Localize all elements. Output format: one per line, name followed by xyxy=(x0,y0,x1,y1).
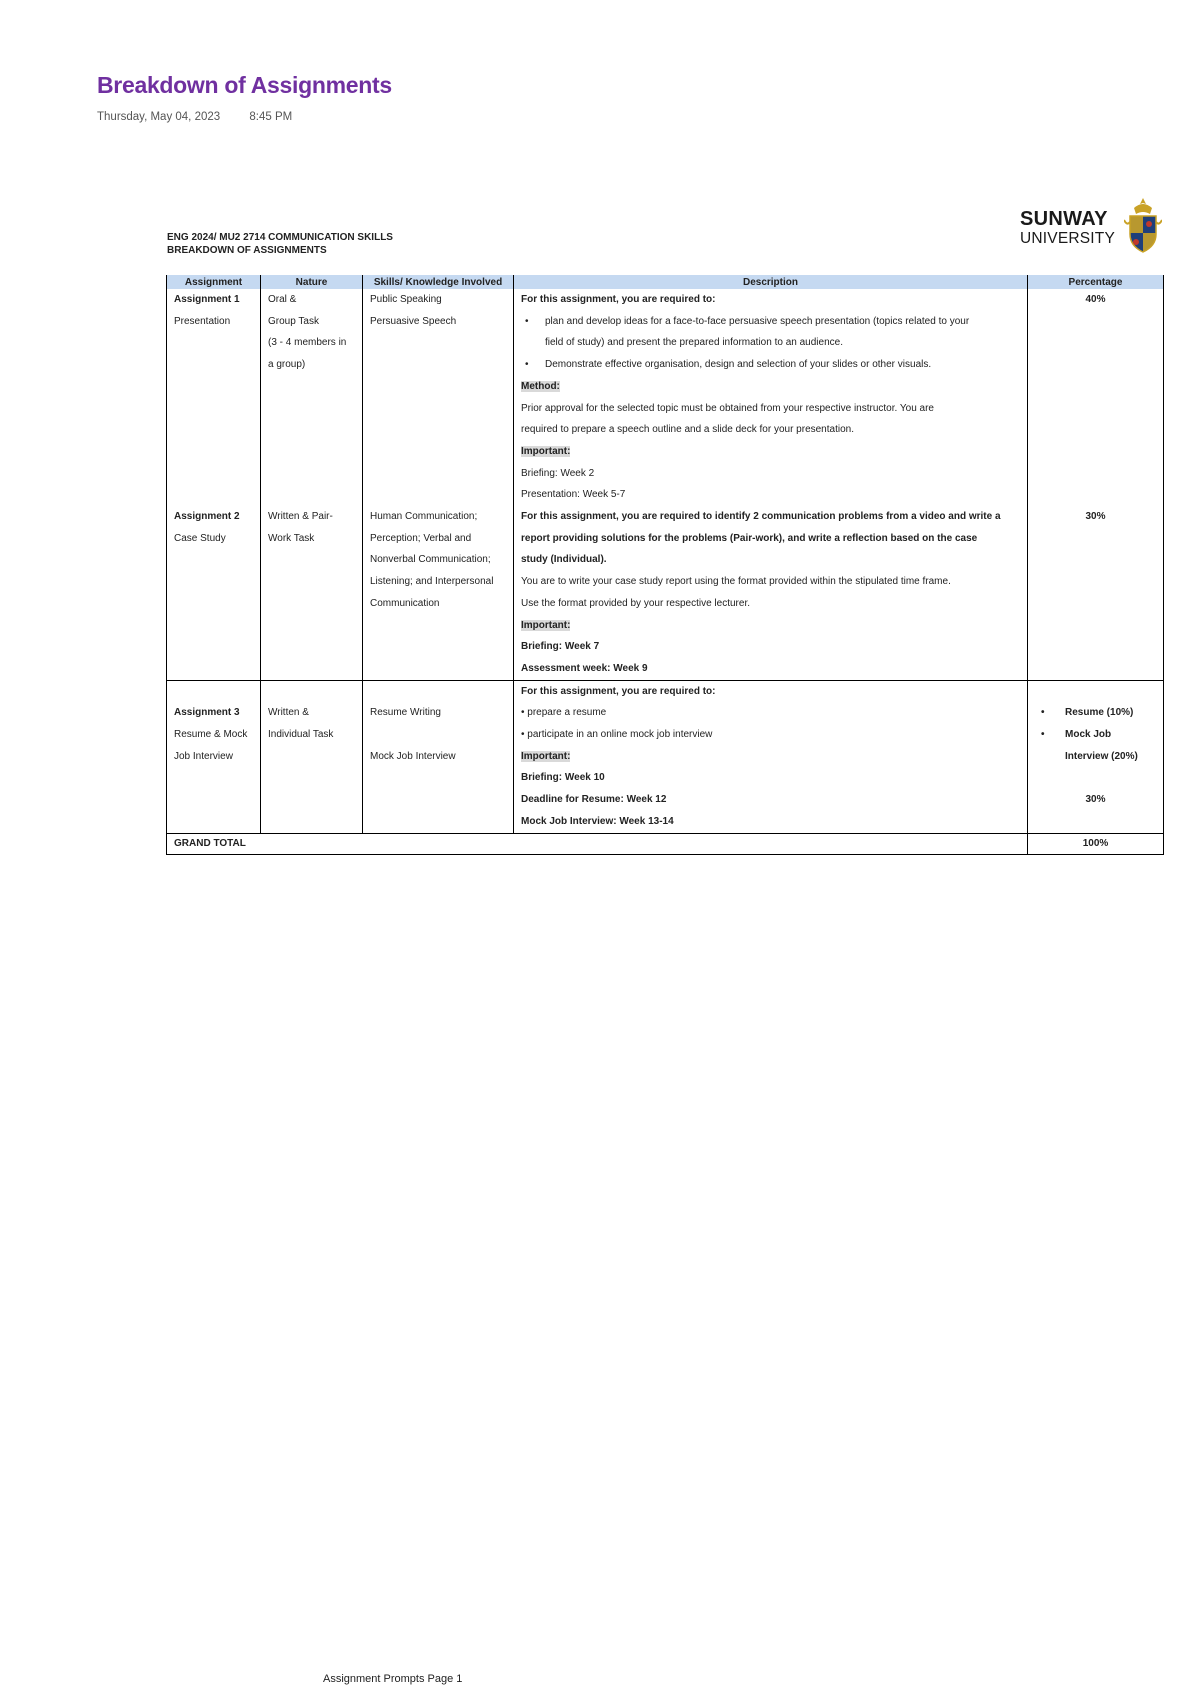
skill-line: Communication xyxy=(370,597,440,609)
sunway-logo xyxy=(1020,196,1165,254)
header-nature: Nature xyxy=(261,275,363,289)
skill-line: Mock Job Interview xyxy=(370,750,456,762)
assignment-name: Assignment 2 xyxy=(174,511,240,523)
presentation-date: Presentation: Week 5-7 xyxy=(521,489,626,501)
assignment-name: Assignment 3 xyxy=(174,707,240,719)
nature-line: Group Task xyxy=(268,315,319,327)
description-text: You are to write your case study report using the format provided within the stipulated time frame. xyxy=(521,576,951,588)
assignment-type: Presentation xyxy=(174,315,231,327)
cell-assignment xyxy=(167,680,261,833)
skill-line: Listening; and Interpersonal xyxy=(370,576,494,588)
grand-total-percentage: 100% xyxy=(1028,833,1164,854)
bullet-text: Resume (10%) xyxy=(1065,707,1134,719)
nature-line: Written & Pair- xyxy=(268,511,333,523)
cell-description xyxy=(514,680,1028,833)
deadline-date: Deadline for Resume: Week 12 xyxy=(521,794,667,806)
nature-line: Oral & xyxy=(268,294,297,305)
logo-word-sunway: SUNWAY xyxy=(1020,208,1108,230)
page-time: 8:45 PM xyxy=(249,111,293,123)
cell-nature xyxy=(261,680,363,833)
percentage-total: 30% xyxy=(1085,794,1106,806)
cell-skills xyxy=(363,506,514,680)
mock-interview-date: Mock Job Interview: Week 13-14 xyxy=(521,815,674,827)
header-assignment: Assignment xyxy=(167,275,261,289)
percentage-bullet: • Mock Job xyxy=(1041,729,1112,741)
nature-line: Written & xyxy=(268,707,309,719)
percentage-bullet: • Resume (10%) xyxy=(1041,707,1134,719)
cell-description xyxy=(514,506,1028,680)
table-row-assignment-1 xyxy=(167,289,1164,506)
document-subtitle: BREAKDOWN OF ASSIGNMENTS xyxy=(167,245,327,256)
important-label: Important: xyxy=(521,445,571,457)
assignment-type: Resume & Mock xyxy=(174,729,248,741)
description-text: report providing solutions for the problems (Pair-work), and write a reflection based on the case xyxy=(521,532,978,544)
bullet-text: Mock Job xyxy=(1065,729,1112,741)
assessment-date: Assessment week: Week 9 xyxy=(521,662,648,674)
cell-assignment xyxy=(167,506,261,680)
cell-percentage: 30% xyxy=(1028,506,1164,680)
page-timestamp xyxy=(97,111,292,123)
briefing-date: Briefing: Week 10 xyxy=(521,772,605,784)
cell-nature xyxy=(261,506,363,680)
bullet-text: plan and develop ideas for a face-to-face persuasive speech presentation (topics related to your xyxy=(545,315,970,327)
cell-description xyxy=(514,289,1028,506)
assignments-table xyxy=(166,275,1164,855)
nature-line: Work Task xyxy=(268,532,315,544)
method-text: Prior approval for the selected topic must be obtained from your respective instructor. You are xyxy=(521,402,934,414)
description-text: Use the format provided by your respective lecturer. xyxy=(521,597,750,609)
nature-line: Individual Task xyxy=(268,729,334,741)
cell-skills xyxy=(363,680,514,833)
skill-line: Human Communication; xyxy=(370,511,478,523)
table-row-assignment-2 xyxy=(167,506,1164,680)
skill-line: Persuasive Speech xyxy=(370,315,457,327)
briefing-date: Briefing: Week 2 xyxy=(521,467,595,479)
grand-total-label: GRAND TOTAL xyxy=(167,833,1028,854)
header-percentage: Percentage xyxy=(1028,275,1164,289)
skill-line: Perception; Verbal and xyxy=(370,532,472,544)
table-row-grand-total xyxy=(167,833,1164,854)
cell-skills xyxy=(363,289,514,506)
nature-line: (3 - 4 members in xyxy=(268,337,347,349)
skill-line: Resume Writing xyxy=(370,707,441,719)
university-crest-icon xyxy=(1124,196,1162,254)
description-text: For this assignment, you are required to identify 2 communication problems from a video and write a xyxy=(521,511,1001,523)
description-text: study (Individual). xyxy=(521,554,607,566)
cell-nature xyxy=(261,289,363,506)
method-text: required to prepare a speech outline and a slide deck for your presentation. xyxy=(521,424,854,436)
skill-line: Nonverbal Communication; xyxy=(370,554,491,566)
description-item: • participate in an online mock job interview xyxy=(521,729,713,741)
description-bullet: • plan and develop ideas for a face-to-face persuasive speech presentation (topics related to your xyxy=(525,315,970,327)
assignment-name: Assignment 1 xyxy=(174,294,240,305)
document-header xyxy=(167,231,393,257)
assignment-type: Case Study xyxy=(174,532,226,544)
description-intro: For this assignment, you are required to: xyxy=(521,685,716,697)
cell-assignment xyxy=(167,289,261,506)
course-title: ENG 2024/ MU2 2714 COMMUNICATION SKILLS xyxy=(167,232,393,243)
page-footer: Assignment Prompts Page 1 xyxy=(323,1673,463,1685)
description-bullet: • Demonstrate effective organisation, design and selection of your slides or other visuals. xyxy=(525,359,932,371)
bullet-text: Demonstrate effective organisation, design and selection of your slides or other visuals. xyxy=(545,359,932,371)
table-row-assignment-3 xyxy=(167,680,1164,833)
description-intro: For this assignment, you are required to: xyxy=(521,294,716,305)
header-description: Description xyxy=(514,275,1028,289)
skill-line: Public Speaking xyxy=(370,294,442,305)
important-label: Important: xyxy=(521,619,571,631)
briefing-date: Briefing: Week 7 xyxy=(521,641,600,653)
bullet-continuation: field of study) and present the prepared information to an audience. xyxy=(545,337,843,349)
cell-percentage: 40% xyxy=(1028,289,1164,506)
logo-word-university: UNIVERSITY xyxy=(1020,230,1116,247)
cell-percentage xyxy=(1028,680,1164,833)
nature-line: a group) xyxy=(268,359,306,371)
description-item: • prepare a resume xyxy=(521,707,607,719)
assignment-type: Job Interview xyxy=(174,750,233,762)
table-header-row xyxy=(167,275,1164,289)
page-date: Thursday, May 04, 2023 xyxy=(97,111,221,123)
page-title: Breakdown of Assignments xyxy=(97,72,392,98)
method-label: Method: xyxy=(521,380,560,392)
bullet-continuation: Interview (20%) xyxy=(1065,750,1138,762)
header-skills: Skills/ Knowledge Involved xyxy=(363,275,514,289)
important-label: Important: xyxy=(521,750,571,762)
